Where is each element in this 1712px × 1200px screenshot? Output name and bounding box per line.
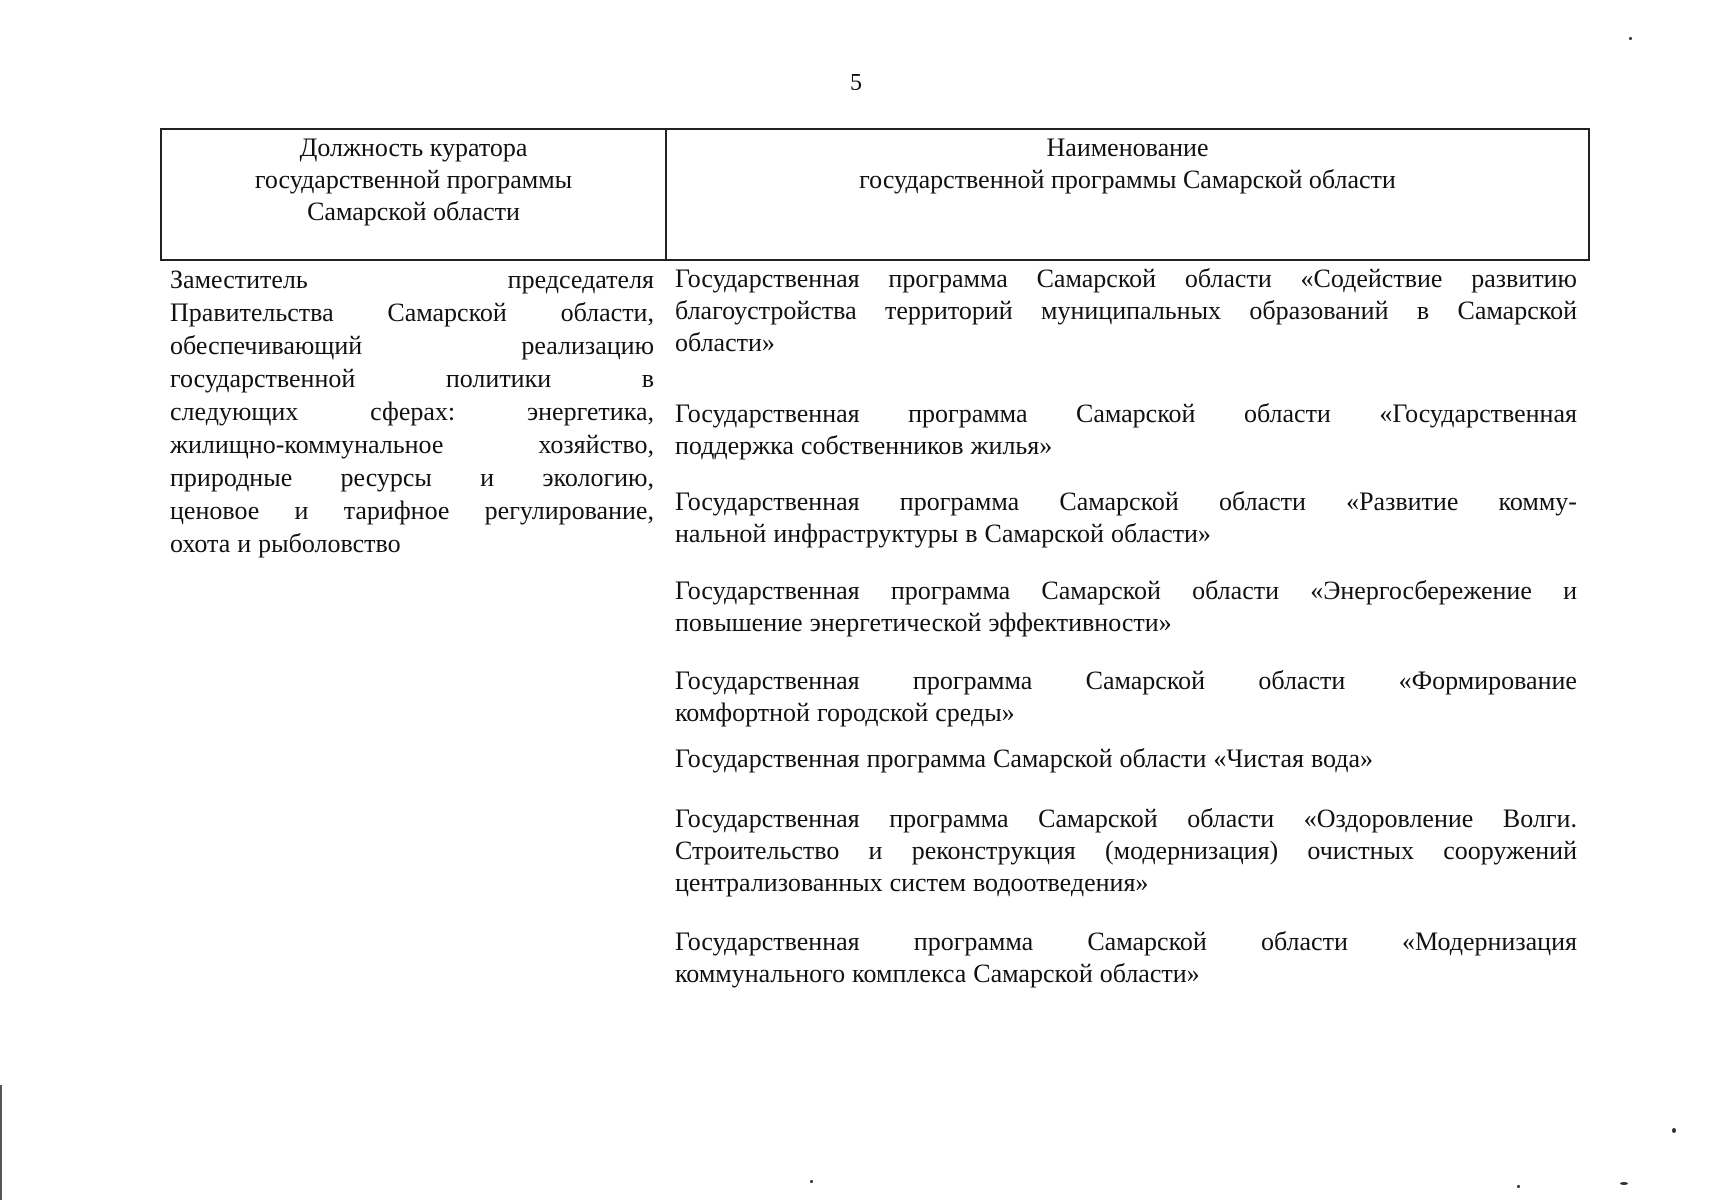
word: «Содействие — [1300, 264, 1443, 293]
word: в — [641, 364, 654, 393]
word: энергетической — [809, 608, 982, 637]
text-line — [675, 327, 1577, 359]
word: очистных — [1307, 836, 1415, 865]
word: программа — [889, 804, 1009, 833]
word: государственной — [170, 364, 356, 393]
word: Волги. — [1502, 804, 1577, 833]
word: городской — [816, 698, 929, 727]
word: области» — [1110, 519, 1211, 548]
word: и — [480, 463, 495, 492]
word: реконструкция — [911, 836, 1076, 865]
word: Государственная — [675, 927, 860, 956]
word: жилья» — [970, 431, 1053, 460]
word: Государственная — [675, 399, 860, 428]
text-line — [675, 398, 1577, 430]
word: Самарской — [993, 744, 1113, 773]
program-item — [675, 743, 1577, 775]
word: области» — [1099, 959, 1200, 988]
program-item — [675, 486, 1577, 550]
header-right-line: государственной программы Самарской области — [859, 165, 1396, 194]
word: Самарской — [1038, 804, 1158, 833]
text-line — [675, 867, 1577, 899]
text-line — [170, 329, 654, 362]
word: в — [1416, 296, 1430, 325]
word: в — [965, 519, 978, 548]
word: эффективности» — [988, 608, 1172, 637]
word: Самарской — [1075, 399, 1196, 428]
word: (модернизация) — [1104, 836, 1279, 865]
word: Самарской — [1036, 264, 1157, 293]
word: программа — [888, 264, 1008, 293]
word: реализацию — [521, 331, 654, 360]
word: «Формирование — [1398, 666, 1577, 695]
word: программа — [899, 487, 1020, 516]
word: жилищно-коммунальное — [170, 430, 444, 459]
word: Строительство — [675, 836, 840, 865]
word: природные — [170, 463, 293, 492]
word: Самарской — [984, 519, 1104, 548]
word: развитию — [1471, 264, 1577, 293]
word: области — [1258, 666, 1346, 695]
header-left-line: Должность куратора — [299, 133, 528, 162]
word: области — [1119, 744, 1207, 773]
text-line — [675, 743, 1577, 775]
scan-speck — [1672, 1128, 1676, 1133]
word: Самарской — [1087, 927, 1207, 956]
word: водоотведения» — [972, 868, 1149, 897]
header-left-line: Самарской области — [307, 197, 520, 226]
word: обеспечивающий — [170, 331, 363, 360]
word: области, — [560, 298, 654, 327]
word: инфраструктуры — [773, 519, 959, 548]
scan-edge-mark — [0, 1085, 2, 1200]
word: Самарской — [1457, 296, 1577, 325]
page-number: 5 — [850, 70, 862, 96]
word: комфортной — [675, 698, 810, 727]
word: «Государственная — [1379, 399, 1577, 428]
text-line — [675, 430, 1577, 462]
text-line — [675, 575, 1577, 607]
word: сооружений — [1443, 836, 1577, 865]
word: территорий — [885, 296, 1013, 325]
scan-speck — [1517, 1185, 1520, 1188]
text-line — [675, 958, 1577, 990]
program-item — [675, 803, 1577, 899]
program-item — [675, 398, 1577, 462]
word: Самарской — [387, 298, 507, 327]
word: «Оздоровление — [1303, 804, 1474, 833]
word: области — [1243, 399, 1331, 428]
text-line — [170, 296, 654, 329]
word: охота — [170, 529, 231, 558]
text-line — [170, 362, 654, 395]
word: хозяйство, — [538, 430, 654, 459]
word: и — [868, 836, 883, 865]
scan-speck — [810, 1180, 813, 1183]
word: энергетика, — [526, 397, 654, 426]
text-line — [675, 486, 1577, 518]
word: Самарской — [1041, 576, 1161, 605]
word: комплекса — [852, 959, 967, 988]
word: Государственная — [675, 264, 860, 293]
word: политики — [445, 364, 552, 393]
header-program-name — [667, 130, 1588, 259]
word: и — [237, 529, 252, 558]
text-line — [675, 295, 1577, 327]
word: «Развитие — [1346, 487, 1459, 516]
word: Государственная — [675, 666, 860, 695]
word: программа — [913, 927, 1034, 956]
text-line — [170, 395, 654, 428]
word: программа — [890, 576, 1011, 605]
program-item — [675, 926, 1577, 990]
scan-speck — [1620, 1182, 1628, 1185]
word: ценовое — [170, 496, 260, 525]
word: сферах: — [370, 397, 456, 426]
word: Государственная — [675, 744, 860, 773]
word: Самарской — [1059, 487, 1179, 516]
curator-position-cell — [170, 263, 654, 560]
word: Самарской — [1085, 666, 1206, 695]
word: Заместитель — [170, 265, 308, 294]
word: поддержка — [675, 431, 794, 460]
word: программа — [866, 744, 987, 773]
word: тарифное — [343, 496, 450, 525]
header-left-line: государственной программы — [254, 165, 573, 194]
scan-speck — [1629, 37, 1632, 40]
program-item — [675, 263, 1577, 359]
word: повышение — [675, 608, 803, 637]
word: области — [1184, 264, 1272, 293]
word: «Энергосбережение — [1310, 576, 1532, 605]
word: среды» — [935, 698, 1015, 727]
text-line — [170, 428, 654, 461]
word: Государственная — [675, 576, 860, 605]
word: Государственная — [675, 804, 860, 833]
text-line — [675, 518, 1577, 550]
word: вода» — [1310, 744, 1374, 773]
text-line — [675, 697, 1577, 729]
text-line — [170, 461, 654, 494]
word: и — [1563, 576, 1577, 605]
word: централизованных — [675, 868, 883, 897]
word: «Чистая — [1213, 744, 1304, 773]
word: Правительства — [170, 298, 334, 327]
word: рыболовство — [258, 529, 401, 558]
program-item — [675, 665, 1577, 729]
word: области — [1260, 927, 1348, 956]
word: программа — [908, 399, 1028, 428]
word: ресурсы — [340, 463, 432, 492]
word: систем — [889, 868, 966, 897]
word: экологию, — [542, 463, 654, 492]
word: области — [1192, 576, 1280, 605]
word: следующих — [170, 397, 299, 426]
word: муниципальных — [1041, 296, 1222, 325]
word: области» — [675, 328, 775, 357]
text-line — [170, 263, 654, 296]
word: области — [1219, 487, 1306, 516]
word: и — [294, 496, 309, 525]
text-line — [675, 665, 1577, 697]
word: нальной — [675, 519, 767, 548]
word: собственников — [800, 431, 964, 460]
text-line — [170, 527, 654, 560]
table-header — [160, 128, 1590, 261]
text-line — [675, 803, 1577, 835]
word: коммунального — [675, 959, 846, 988]
word: Государственная — [675, 487, 860, 516]
word: благоустройства — [675, 296, 857, 325]
text-line — [170, 494, 654, 527]
word: программа — [912, 666, 1033, 695]
word: «Модернизация — [1402, 927, 1577, 956]
header-right-line: Наименование — [1046, 133, 1209, 162]
program-item — [675, 575, 1577, 639]
word: комму- — [1498, 487, 1577, 516]
text-line — [675, 835, 1577, 867]
word: председателя — [507, 265, 654, 294]
text-line — [675, 926, 1577, 958]
word: области — [1187, 804, 1275, 833]
word: образований — [1249, 296, 1389, 325]
text-line — [675, 607, 1577, 639]
word: Самарской — [973, 959, 1093, 988]
header-curator-position — [162, 130, 667, 259]
text-line — [675, 263, 1577, 295]
word: регулирование, — [484, 496, 654, 525]
